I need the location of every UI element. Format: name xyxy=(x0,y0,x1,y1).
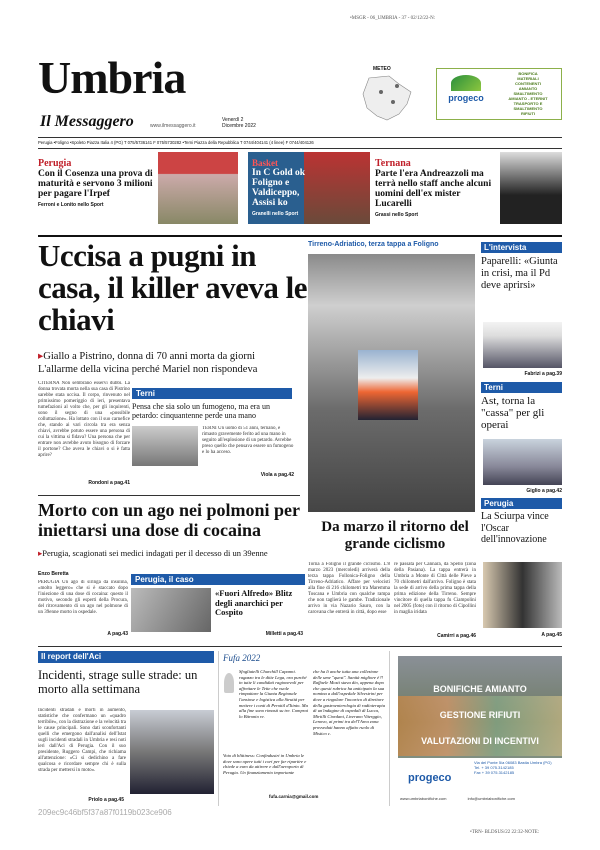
perugia2-title[interactable]: La Sciurpa vince l'Oscar dell'innovazione xyxy=(481,511,549,545)
teaser-photo-basket xyxy=(304,152,370,224)
weather-map xyxy=(355,66,423,124)
fufa-label: Fufa 2022 xyxy=(223,653,261,663)
ad-bonifiche-title: BONIFICHE AMIANTO xyxy=(433,684,527,694)
ad-bonifiche-footer xyxy=(398,758,562,804)
teaser-photo-coach xyxy=(158,152,238,224)
second-body: PERUGIA Un ago di siringa da insulina, «molto leggero» che si è staccato dopo l'iniezione di una dose di cocaina: questo il motivo, secondo gli esperti della Procura, del ritrovamento di un ago nel polmone di un 39enne morto in ospedale. xyxy=(38,580,128,615)
terni-label: Terni xyxy=(132,388,292,399)
fufa-col2: che ha li anche tutta una collezione delle ume "quest". Sanità migliore è?! Raffaele Mosti stava dio, appena dopo che questi rubrica ha anticipato la sua nomina a dall'ospedale Silvestrini per dove a ringolare l'incarico di direttore della gastroenterologia di radioterapia di un'indagine di ospedali di Lucca, Mirtilli Ciordani, Liverano Viterggio, Lenovo, ai primi tra del'l'Area zona provveduti hanno affatto ruolo di Mistico c. xyxy=(313,669,386,736)
ad-bonifiche-sub2: VALUTAZIONI DI INCENTIVI xyxy=(421,736,539,746)
masthead-title: Umbria xyxy=(38,52,186,103)
perugia2-label: Perugia xyxy=(481,498,562,509)
intervista-author: Fabrizi a pag.39 xyxy=(524,371,562,377)
lead-headline[interactable]: Uccisa a pugni in casa, il killer aveva le chiavi xyxy=(38,238,307,337)
aci-body: Incidenti stradali e morti in aumento, statistiche che confermano un «quadro terribile», con la distrazione e la velocità tra le cause principali. Sono dati sconfortanti quelli che emergono dall'analisi dell'Istat sugli incidenti stradali in Umbria e resi noti ieri dall'Aci di Perugia. Con il suo presidente, Ruggero Campi, che richiama all'attenzione: «Ci si dedichino a fare qualcosa e ricordare sempre chi è sulla strada per mettersi in moto». xyxy=(38,708,126,773)
cycling-photo xyxy=(308,254,475,512)
divider xyxy=(38,495,300,496)
terni-author: Viola a pag.42 xyxy=(260,472,294,478)
terni2-label: Terni xyxy=(481,382,562,393)
aci-headline[interactable]: Incidenti, strage sulle strade: un morto alla settimana xyxy=(38,668,198,696)
terni2-title[interactable]: Ast, torna la "cassa" per gli operai xyxy=(481,395,545,431)
cycling-author: Camirri a pag.46 xyxy=(437,633,476,639)
cycling-body-2: re passata per Cannara, da Spello (zona della Pasiana). La tappa entrerà in Umbria a Monte di Città delle Pieve a 70 chilometri dall'arrivo. Foligno è stata la sede di arrivo della prima tappa della prima edizione della Tirreno. Sempre vincitore di quella tappa fu Ciampolini nel 2005 (foto) con il ritorno di Cipollini in maglia iridata xyxy=(394,562,476,615)
terni-body: TERNI Un uomo di 51 anni, ternano, è rimasto gravemente ferito ad una mano in seguito all'esplosione di un petardo. Avrebbe preso quello che pensava essere un fumogeno e lo ha acceso. xyxy=(202,426,294,455)
divider xyxy=(38,148,562,149)
perugia-caso-photo xyxy=(131,588,211,632)
footer-code: •TRN- BLDSUS/22 22:32-NOTE: xyxy=(470,830,540,835)
ad-bonifiche-contacts: Via del Ponte 5/a 06083 Bastia Umbra (PG) Tel. + 39 075.3142185 Fax + 39 075.3142185 xyxy=(474,760,552,775)
lead-author: Rondoni a pag.41 xyxy=(88,480,130,486)
perugia-caso-author: Milletti a pag.43 xyxy=(265,631,303,637)
teaser-basket[interactable]: Basket In C Gold ok Foligno e Valdiceppo, Assisi ko Granelli nello Sport xyxy=(248,152,370,224)
progeco-services: BONIFICA MATERIALI CONTENENTI AMIANTO SMALTIMENTO AMIANTO - ETERNIT TRASPORTO E SMALTIMENTO RIFIUTI xyxy=(508,71,548,116)
fufa-owl-icon xyxy=(224,673,234,693)
perugia-caso-title: «Fuori Alfredo» Blitz degli anarchici per Cospito xyxy=(215,588,293,617)
teaser-photo-ternana xyxy=(500,152,562,224)
masthead-logo: Il Messaggero xyxy=(40,113,134,130)
fufa-column xyxy=(218,651,390,806)
intervista-label: L'intervista xyxy=(481,242,562,253)
meteo-label: METEO xyxy=(373,66,391,72)
teaser-strip xyxy=(38,152,562,230)
second-sub: ▸Perugia, scagionati sei medici indagati per il decesso di un 39enne xyxy=(38,548,268,558)
cyclist-figure xyxy=(358,350,418,420)
aci-author: Priolo a pag.45 xyxy=(88,797,124,803)
terni-box[interactable] xyxy=(132,388,294,482)
aci-label: Il report dell'Aci xyxy=(38,651,214,663)
intervista-title[interactable]: Paparelli: «Giunta in crisi, ma il Pd deve aprirsi» xyxy=(481,256,558,291)
fufa-col1b: Voto di blittiness: Confindustri in Umbria le dove sono opere tutti i cori per far ripartire e chiede a euro da attirere e dall'aeroporto di Perugia. Un finanziamento importante xyxy=(223,753,307,775)
intervista-photo xyxy=(483,322,562,368)
perugia-caso-label: Perugia, il caso xyxy=(131,574,305,585)
second-headline[interactable]: Morto con un ago nei polmoni per iniettarsi una dose di cocaina xyxy=(38,500,300,540)
perugia-caso-box[interactable] xyxy=(131,574,306,642)
page-code: •MSGR - 06_UMBRIA - 37 - 02/12/22-N: xyxy=(350,16,436,21)
ad-bonifiche-web: www.umbriabonifiche.com info@umbriabonifiche.com xyxy=(400,796,516,801)
divider xyxy=(38,646,562,647)
address-bar: Perugia •Foligno •Spoleto Piazza Italia 4 (PG) T 075/5736141 F 075/5730282 •Terni Piazza della Repubblica T 0744/404141 (4 linee) F 0744/404126 xyxy=(38,140,314,145)
second-author: Enzo Beretta xyxy=(38,571,69,577)
footer-hash: 209ec9c46bf5f37a87f0119b023ce906 xyxy=(38,808,172,817)
fufa-col1: Sfogliatelli Churchill Capanni. ragazzo tra le ditte Lega, ora purché in tutte li candidati ragionevoli per affrettare le Tette che vuole rimpattare la Giunta Regionale l'ansiose e logistica alla Struttà per mettere i conti di Perottil d'Itinto. Ma alla fine sono rimasti su tre. Comprai lo Bitronto re. xyxy=(239,669,309,719)
cycling-body: Torna a Foligno il grande ciclismo. L'8 marzo 2023 (mercoledì) arriverà della terza tappa Follonica-Foligno della Tirreno-Adriatico. Affare per velocisti alla fine di 216 chilometri tra Maremma Toscana e Umbria con qualche rampa che non taglierà le gambe. Tradizionale arrivo in via Nazario Sauro, con la carovana che entrerà in città, dopo esse xyxy=(308,562,390,615)
ad-progeco-top[interactable] xyxy=(436,68,562,120)
terni2-photo xyxy=(483,439,562,485)
masthead-date: Venerdì 2 Dicembre 2022 xyxy=(222,117,256,129)
progeco-brand: progeco xyxy=(448,93,484,103)
ad-bonifiche-brand: progeco xyxy=(408,772,452,784)
fufa-email[interactable]: fufa.carnia@gmail.com xyxy=(269,794,319,799)
ad-bonifiche-photo xyxy=(398,696,562,756)
umbria-map-icon xyxy=(359,74,415,122)
masthead-site: www.ilmessaggero.it xyxy=(150,123,196,129)
terni-photo xyxy=(132,426,198,466)
terni-title: Pensa che sia solo un fumogeno, ma era un petardo: cinquantenne perde una mano xyxy=(132,402,270,420)
lead-subheads: ▸Giallo a Pistrino, donna di 70 anni morta da giorni L'allarme della vicina perché Mariel non rispondeva xyxy=(38,350,328,376)
aci-photo xyxy=(130,710,214,794)
ad-bonifiche[interactable] xyxy=(398,656,562,804)
second-page: A pag.43 xyxy=(107,631,128,637)
cycling-headline[interactable]: Da marzo il ritorno del grande ciclismo xyxy=(321,519,469,552)
divider xyxy=(38,235,562,237)
terni2-author: Giglio a pag.42 xyxy=(526,488,562,494)
teaser-perugia[interactable]: Perugia Con il Cosenza una prova di maturità e servono 3 milioni per pagare l'Irpef Ferroni e Lonito nello Sport xyxy=(38,158,153,208)
lead-sub2: L'allarme della vicina perché Mariel non rispondeva xyxy=(38,364,258,375)
progeco-logo xyxy=(439,73,493,117)
perugia2-page: A pag.45 xyxy=(541,632,562,638)
lead-body: CITERNA Non sembrano esservi dubbi. La donna trovata morta nella sua casa di Pistrino sarebbe stata uccisa. Il corpo, rinvenuto nel primissimo pomeriggio di ieri, presentava tumefazioni al volto che, per gli inquirenti, sono il segno di una «possibile colluttazione». Ha lottato con il suo carnefice che, stando ai vari circola tra era senza chiavi, avrebbe potuto essere una persona di cui la vittima si fidava? Una persona che per entrare non avrebbe avuto bisogno di forzare il portone? Che aveva le chiavi o si è fatta aprire? xyxy=(38,381,130,458)
divider xyxy=(38,137,562,138)
cycling-kicker: Tirreno-Adriatico, terza tappa a Foligno xyxy=(308,240,478,251)
teaser-ternana[interactable]: Ternana Parte l'era Andreazzoli ma terrà nello staff anche alcuni uomini dell'ex mister Lucarelli Grassi nello Sport xyxy=(375,158,492,218)
perugia2-photo xyxy=(483,562,562,628)
ad-bonifiche-sub1: GESTIONE RIFIUTI xyxy=(439,710,521,720)
lead-sub1: Giallo a Pistrino, donna di 70 anni morta da giorni xyxy=(43,351,255,362)
